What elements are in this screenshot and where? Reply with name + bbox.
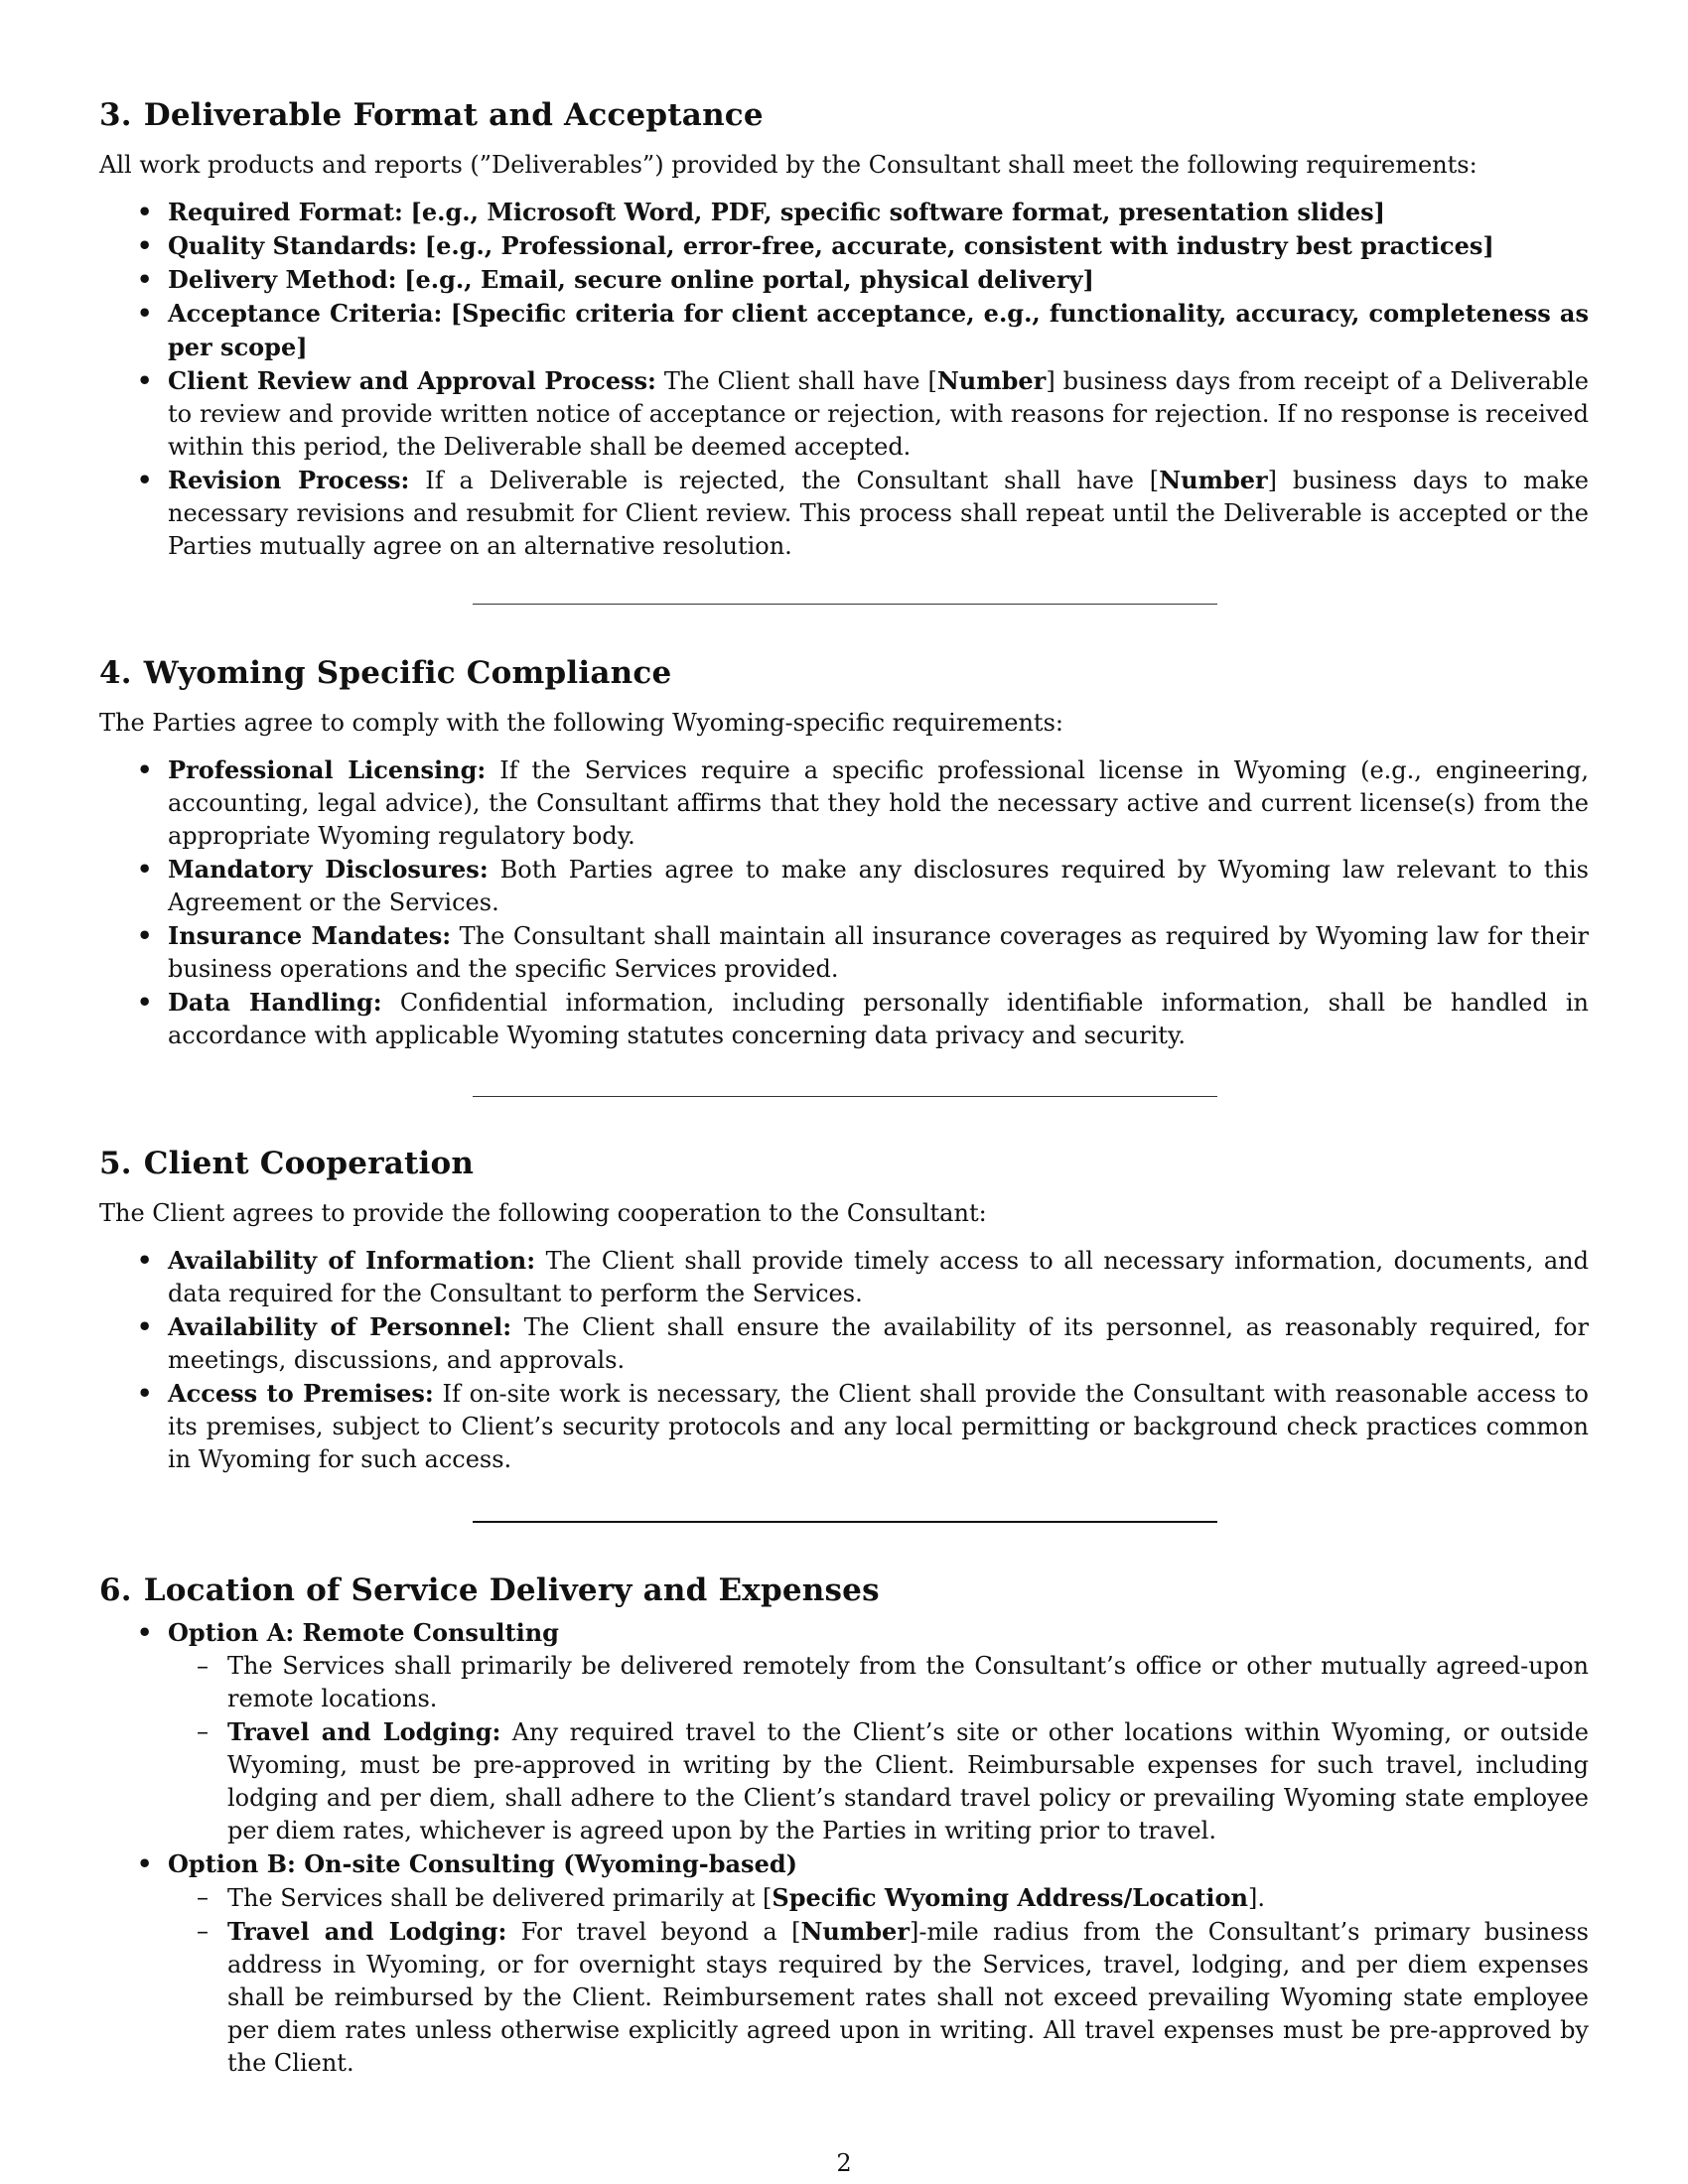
sub-list-item [168,1715,1589,1847]
bullet-icon: • [137,1312,153,1341]
section-3 [99,95,1589,563]
bullet-icon: • [137,755,153,784]
item-label: Quality Standards: [168,231,418,260]
list-item [99,853,1589,919]
section-intro: The Parties agree to comply with the following Wyoming-specific requirements: [99,709,1063,737]
option-label: Option B: On-site Consulting (Wyoming-based) [168,1849,797,1878]
item-label: Acceptance Criteria: [168,299,443,328]
placeholder-text: Number [800,1917,910,1946]
list-item [99,1377,1589,1476]
option-a-details [168,1650,1589,1847]
section-divider [473,1521,1217,1523]
bullet-icon: • [137,466,153,494]
bullet-icon: • [137,1379,153,1408]
item-text: If the Services require a specific professional license in Wyoming (e.g., engineering, accounting, legal advice), the Consultant affirms that they hold the necessary active and current license(s) from the appropriate Wyoming regulatory body. [168,756,1590,850]
item-label: Data Handling: [168,988,382,1017]
item-text: ]. [1248,1884,1265,1912]
bullet-icon: • [137,299,153,328]
list-item [99,297,1589,364]
bullet-icon: • [137,855,153,884]
list-item [99,229,1589,263]
item-text: The Client shall ensure the availability of its personnel, as reasonably required, for meetings, discussions, and approvals. [168,1313,1589,1374]
option-b [99,1847,1589,2080]
compliance-list [99,753,1589,1052]
item-label: Availability of Personnel: [168,1312,512,1341]
item-text: The Client shall provide timely access to all necessary information, documents, and data required for the Consultant to perform the Services. [168,1247,1589,1307]
section-number: 5. [99,1146,132,1181]
item-label: Travel and Lodging: [227,1917,507,1946]
bullet-icon: • [137,231,153,260]
item-label: Client Review and Approval Process: [168,366,656,395]
list-item [99,1244,1589,1310]
section-number: 3. [99,97,132,133]
section-5 [99,1144,1589,1476]
section-title: Deliverable Format and Acceptance [143,97,764,133]
dash-icon: – [197,1917,209,1945]
option-b-details [168,1881,1589,2080]
section-divider [473,604,1217,605]
item-text: The Services shall primarily be delivered remotely from the Consultant’s office or other mutually agreed-upon remote locations. [227,1652,1589,1712]
item-text: The Services shall be delivered primarily at [ [227,1884,773,1912]
section-heading [99,95,1589,135]
item-text: For travel beyond a [ [520,1918,801,1946]
list-item [99,263,1589,297]
item-text: ]-mile radius from the Consultant’s primary business address in Wyoming, or for overnight stays required by the Services, travel, lodging, and per diem expenses shall be reimbursed by the Client. Reimbursement rates shall not exceed prevailing Wyoming state employee per diem rates unless otherwise explicitly agreed upon in writing. All travel expenses must be pre-approved by the Client. [227,1918,1589,2077]
item-label: Professional Licensing: [168,755,487,784]
item-label: Required Format: [168,198,403,226]
requirements-list [99,196,1589,563]
bullet-icon: • [137,1618,153,1647]
item-label: Mandatory Disclosures: [168,855,489,884]
list-item [99,1310,1589,1377]
sub-list-item [168,1881,1589,1915]
section-title: Location of Service Delivery and Expenses [143,1572,880,1608]
section-heading [99,1144,1589,1183]
cooperation-list [99,1244,1589,1476]
list-item [99,196,1589,229]
item-label: Delivery Method: [168,265,397,294]
list-item [99,986,1589,1052]
item-text: ] business days to make necessary revisions and resubmit for Client review. This process shall repeat until the Deliverable is accepted or the Parties mutually agree on an alternative resolution. [168,467,1589,560]
list-item [99,364,1589,464]
placeholder-text: Specific Wyoming Address/Location [772,1883,1248,1912]
item-text: Both Parties agree to make any disclosures required by Wyoming law relevant to this Agreement or the Services. [168,856,1589,916]
list-item [99,464,1589,563]
section-heading [99,653,1589,693]
item-text: ] business days from receipt of a Deliverable to review and provide written notice of acceptance or rejection, with reasons for rejection. If no response is received within this period, the Deliverable shall be deemed accepted. [168,367,1589,461]
item-label: Insurance Mandates: [168,921,452,950]
item-text: Any required travel to the Client’s site or other locations within Wyoming, or outside Wyoming, must be pre-approved in writing by the Client. Reimbursable expenses for such travel, including lodging and per diem, shall adhere to the Client’s standard travel policy or prevailing Wyoming state employee per diem rates, whichever is agreed upon by the Parties in writing prior to travel. [227,1718,1589,1844]
list-item [99,753,1589,853]
list-item [99,919,1589,986]
item-text: [Specific criteria for client acceptance, e.g., functionality, accuracy, completeness as per scope] [168,299,1589,361]
section-6 [99,1570,1589,2080]
section-title: Client Cooperation [143,1146,475,1181]
sub-list-item [168,1650,1589,1715]
sub-list-item [168,1915,1589,2080]
item-text: The Consultant shall maintain all insurance coverages as required by Wyoming law for their business operations and the specific Services provided. [168,922,1589,983]
dash-icon: – [197,1652,209,1680]
section-number: 4. [99,655,132,691]
bullet-icon: • [137,988,153,1017]
item-text: [e.g., Email, secure online portal, physical delivery] [404,265,1094,294]
bullet-icon: • [137,265,153,294]
options-list [99,1616,1589,2080]
section-heading [99,1570,1589,1610]
section-divider [473,1096,1217,1097]
item-label: Travel and Lodging: [227,1717,501,1746]
option-label: Option A: Remote Consulting [168,1618,559,1647]
bullet-icon: • [137,1246,153,1275]
section-title: Wyoming Specific Compliance [143,655,672,691]
bullet-icon: • [137,198,153,226]
document-page [99,0,1589,2184]
dash-icon: – [197,1883,209,1911]
bullet-icon: • [137,921,153,950]
section-intro: All work products and reports (”Deliverables”) provided by the Consultant shall meet the following requirements: [99,151,1477,179]
page-number: 2 [836,2149,852,2177]
item-text: If a Deliverable is rejected, the Consultant shall have [ [425,467,1160,494]
bullet-icon: • [137,366,153,395]
item-text: [e.g., Microsoft Word, PDF, specific software format, presentation slides] [410,198,1386,226]
bullet-icon: • [137,1849,153,1878]
item-text: If on-site work is necessary, the Client shall provide the Consultant with reasonable access to its premises, subject to Client’s security protocols and any local permitting or background check practices common in Wyoming for such access. [168,1380,1589,1473]
item-label: Revision Process: [168,466,410,494]
placeholder-text: Number [1159,466,1268,494]
option-a [99,1616,1589,1847]
section-4 [99,653,1589,1052]
section-number: 6. [99,1572,132,1608]
placeholder-text: Number [936,366,1047,395]
item-text: [e.g., Professional, error-free, accurate, consistent with industry best practices] [424,231,1494,260]
item-text: Confidential information, including personally identifiable information, shall be handled in accordance with applicable Wyoming statutes concerning data privacy and security. [168,989,1589,1049]
item-label: Access to Premises: [168,1379,434,1408]
item-text: The Client shall have [ [663,367,937,395]
section-intro: The Client agrees to provide the following cooperation to the Consultant: [99,1199,987,1227]
dash-icon: – [197,1717,209,1745]
item-label: Availability of Information: [168,1246,536,1275]
